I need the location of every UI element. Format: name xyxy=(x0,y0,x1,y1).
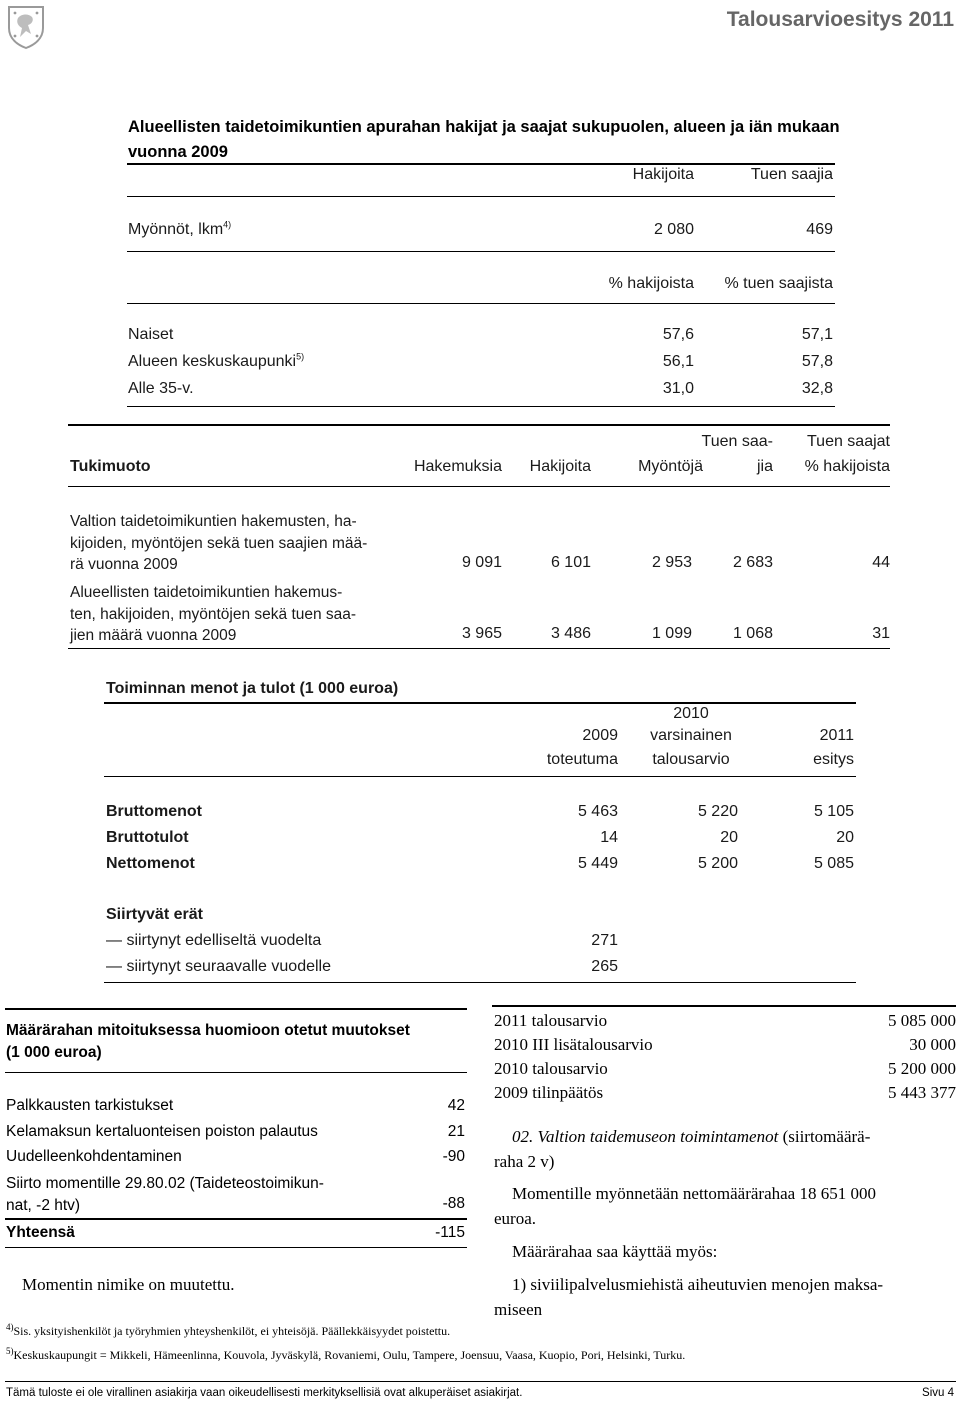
section-heading: 02. Valtion taidemuseon toimintamenot (siirtomäärä- xyxy=(512,1127,871,1146)
rule xyxy=(68,648,890,649)
cell-value: 5 105 xyxy=(813,803,854,820)
applicants-table-title: Alueellisten taidetoimikuntien apurahan hakijat ja saajat sukupuolen, alueen ja iän mukaan vuonna 2009 xyxy=(128,118,840,161)
operations-table-title: Toiminnan menot ja tulot (1 000 euroa) xyxy=(106,680,399,697)
changes-title: Määrärahan mitoituksessa huomioon otetut muutokset (1 000 euroa) xyxy=(6,1022,410,1061)
row-label: — siirtynyt edelliseltä vuodelta xyxy=(106,932,322,949)
footnote-5: $^{5)}$Keskuskaupungit = Mikkeli, Hämeenlinna, Kouvola, Jyväskylä, Rovaniemi, Oulu, Tampere, Joensuu, Vaasa, Kuopio, Pori, Helsinki, Turku. xyxy=(6,1346,686,1362)
cell-value: -88 xyxy=(442,1195,465,1212)
col-2011: 2011 xyxy=(819,727,854,744)
coat-of-arms-logo xyxy=(6,4,46,50)
row-label: Alueen keskuskaupunki$^{5)}$ xyxy=(128,351,305,370)
row-label: Alle 35-v. xyxy=(128,380,194,397)
cell-value: 32,8 xyxy=(801,380,833,397)
rule xyxy=(492,1005,956,1007)
row-label: — siirtynyt seuraavalle vuodelle xyxy=(106,958,331,975)
cell-value: 6 101 xyxy=(550,554,591,571)
cell-value: 57,6 xyxy=(662,326,694,343)
cell-value: 2 953 xyxy=(651,554,692,571)
col-hakijoita: Hakijoita xyxy=(632,166,694,183)
cell-value: 265 xyxy=(591,958,618,975)
cell-value: 5 220 xyxy=(697,803,738,820)
row-label: Siirto momentille 29.80.02 (Taideteostoimikun- nat, -2 htv) xyxy=(6,1175,324,1214)
col-tuen-saajia: Tuen saajia xyxy=(750,166,833,183)
row-label: Kelamaksun kertaluonteisen poiston palautus xyxy=(6,1123,318,1140)
rule xyxy=(5,1247,467,1248)
budget-label: 2010 III lisätalousarvio xyxy=(494,1035,653,1054)
cell-value: 469 xyxy=(806,221,833,238)
row-label: Bruttomenot xyxy=(106,803,202,820)
cell-value: 1 068 xyxy=(732,625,773,642)
cell-value: 14 xyxy=(600,829,618,846)
footnote-4: $^{4)}$Sis. yksityishenkilöt ja työryhmien yhteyshenkilöt, ei yhteisöjä. Päällekkäisyydet poistettu. xyxy=(6,1322,451,1338)
total-value: -115 xyxy=(435,1224,465,1241)
budget-label: 2011 talousarvio xyxy=(494,1011,608,1030)
col-2010: 2010 xyxy=(673,705,709,722)
paragraph: 1) siviilipalvelusmiehistä aiheutuvien menojen maksa- xyxy=(512,1275,884,1294)
rule xyxy=(5,1008,467,1010)
paragraph: euroa. xyxy=(494,1209,537,1228)
rule xyxy=(68,486,890,487)
col-tuen-saajat-pct: % hakijoista xyxy=(804,458,890,475)
row-label: Valtion taidetoimikuntien hakemusten, ha- kijoiden, myöntöjen sekä tuen saajien mää- rä vuonna 2009 xyxy=(70,513,368,573)
budget-label: 2009 tilinpäätös xyxy=(494,1083,604,1102)
cell-value: 56,1 xyxy=(662,353,694,370)
rule xyxy=(127,163,835,165)
col-2009: 2009 xyxy=(582,727,618,744)
row-label: Uudelleenkohdentaminen xyxy=(6,1148,182,1165)
rule xyxy=(5,1072,467,1073)
section-heading-cont: raha 2 v) xyxy=(494,1152,555,1171)
budget-value: 5 200 000 xyxy=(888,1059,956,1078)
budget-value: 30 000 xyxy=(909,1035,956,1054)
col-tukimuoto: Tukimuoto xyxy=(70,458,151,475)
row-label: Nettomenot xyxy=(106,855,195,872)
col-tuen-saajia: Tuen saa- xyxy=(701,433,773,450)
cell-value: 5 200 xyxy=(697,855,738,872)
cell-value: 44 xyxy=(872,554,890,571)
row-label: Myönnöt, lkm$^{4)}$ xyxy=(128,219,232,238)
rule xyxy=(104,702,856,704)
rule xyxy=(127,303,835,304)
cell-value: 20 xyxy=(836,829,854,846)
row-label: Bruttotulot xyxy=(106,829,189,846)
page-number: Sivu 4 xyxy=(922,1387,954,1399)
budget-value: 5 443 377 xyxy=(888,1083,956,1102)
footer-disclaimer: Tämä tuloste ei ole virallinen asiakirja vaan oikeudellisesti merkityksellisiä ovat alkuperäiset asiakirjat. xyxy=(6,1387,523,1399)
transfers-title: Siirtyvät erät xyxy=(106,906,203,923)
cell-value: 5 449 xyxy=(577,855,618,872)
budget-value: 5 085 000 xyxy=(888,1011,956,1030)
row-label: Palkkausten tarkistukset xyxy=(6,1097,174,1114)
col-myontoja: Myöntöjä xyxy=(638,458,703,475)
rule xyxy=(127,251,835,252)
col-hakijoita: Hakijoita xyxy=(529,458,591,475)
cell-value: 3 965 xyxy=(461,625,502,642)
col-2010: talousarvio xyxy=(652,751,730,768)
cell-value: 271 xyxy=(591,932,618,949)
document-title: Talousarvioesitys 2011 xyxy=(726,8,954,31)
footer-rule xyxy=(5,1381,956,1382)
cell-value: 57,8 xyxy=(801,353,833,370)
col-pct-hakijoista: % hakijoista xyxy=(608,275,694,292)
rule xyxy=(127,196,835,197)
col-tuen-saajia: jia xyxy=(756,458,773,475)
rule xyxy=(104,982,856,983)
cell-value: 57,1 xyxy=(801,326,833,343)
budget-label: 2010 talousarvio xyxy=(494,1059,608,1078)
cell-value: 1 099 xyxy=(651,625,692,642)
cell-value: 9 091 xyxy=(461,554,502,571)
col-hakemuksia: Hakemuksia xyxy=(413,458,502,475)
col-2010: varsinainen xyxy=(650,727,732,744)
row-label: Alueellisten taidetoimikuntien hakemus- ten, hakijoiden, myöntöjen sekä tuen saa- jien määrä vuonna 2009 xyxy=(70,584,357,644)
cell-value: 2 683 xyxy=(732,554,773,571)
rule xyxy=(68,424,890,426)
cell-value: 5 085 xyxy=(813,855,854,872)
col-pct-tuen-saajista: % tuen saajista xyxy=(724,275,833,292)
paragraph: Momentille myönnetään nettomäärärahaa 18 651 000 xyxy=(512,1184,876,1203)
cell-value: 31,0 xyxy=(662,380,694,397)
col-2011: esitys xyxy=(813,751,854,768)
total-label: Yhteensä xyxy=(6,1224,75,1241)
note: Momentin nimike on muutettu. xyxy=(22,1275,235,1294)
paragraph: miseen xyxy=(494,1300,543,1319)
rule xyxy=(104,776,856,777)
cell-value: 2 080 xyxy=(653,221,694,238)
cell-value: 5 463 xyxy=(577,803,618,820)
cell-value: 20 xyxy=(720,829,738,846)
rule xyxy=(127,406,835,407)
cell-value: 42 xyxy=(447,1097,465,1114)
rule xyxy=(5,1218,467,1220)
cell-value: 21 xyxy=(447,1123,465,1140)
cell-value: 31 xyxy=(872,625,890,642)
col-tuen-saajat-pct: Tuen saajat xyxy=(806,433,890,450)
cell-value: 3 486 xyxy=(550,625,591,642)
row-label: Naiset xyxy=(128,326,174,343)
cell-value: -90 xyxy=(442,1148,465,1165)
paragraph: Määrärahaa saa käyttää myös: xyxy=(512,1242,718,1261)
col-2009: toteutuma xyxy=(546,751,618,768)
